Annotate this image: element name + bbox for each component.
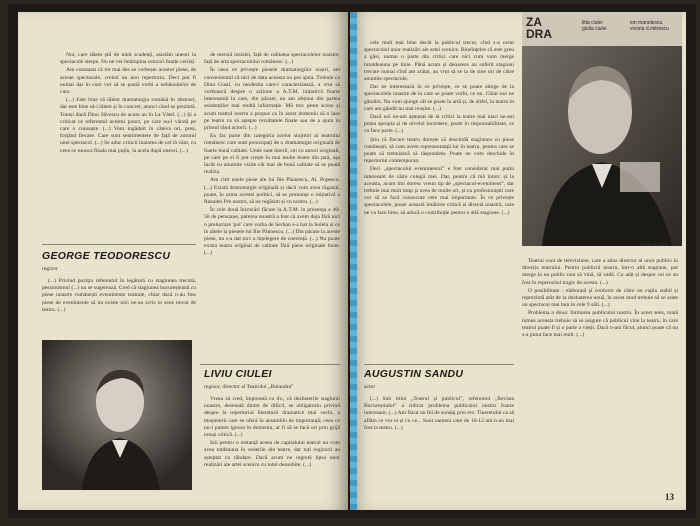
paragraph: Inii pentru o restanță aceea de capitalului teatral nu vom avea totdeauna în vederile din teatre, dar toți regizorii au așteptat cu răbdare. Dacă acum ne regretă lipsa unor realizări ale artei scenice cu totul deosebite, (...): [204, 440, 340, 468]
section-text-augustin-sandu: [364, 396, 514, 496]
left-col2: [204, 52, 340, 352]
section-role: regizor, director al Teatrului „Bulandra”: [204, 384, 294, 390]
section-heading-george-teodorescu: GEORGE TEODORESCU: [42, 250, 171, 262]
paragraph: Am citit unele piese ale lui Ilie Păunescu, Al. Popescu. (...) Există dramaturgie originală și dacă vom avea răgazul, poate, în urma acestei politici, să se pronunțe o inițiativă a Rasnitei Pre nostru, să ne regăsim și cu nostru. (...): [204, 177, 340, 206]
paragraph: Eu fac parte din categoria acelor slujitori ai teatrului românesc care sunt preocupați de o dramaturgie originală de foarte bună calitate. Unde sunt tinerii, cei cu autori originali, pe care pe ei îi pot crește în mai multe teatre din țară, așa încât cu anumite vizite cât mai de bună calitate să se poată realiza.: [204, 133, 340, 176]
portrait-photo-liviu-ciulei: [42, 340, 192, 490]
paragraph: (...) Privind poziția referentul în legătură cu stagiunea trecută, pessimismul (...) nu se sugerează. Cred că stagiunea bucureșteană cu piese noastre românești evenimente teatrale, chiar dacă n-au fost piese de evenimente să nu existe nici ne-au scris in sens trecut de teatru. (...): [42, 278, 196, 313]
section-role: actor: [364, 384, 376, 390]
paragraph: Dacă noi ne-am așteptat de la critici la teatre mai mari ne-am putea apropia și de nivelul încredere, poate în responsabilitate, ce va face parte. (...): [364, 114, 514, 135]
paragraph: (...) Sub titlul „Teatrul și publicul”, referentul „Revista Bucureștiului” a ridicat problema publicului nostru foarte interesant. (...) Am făcut un fel de sondaj prin rev. Tineretului ca să aflăm ce vor ei și cu ce... Sunt oameni care de 10-12 ani n-au mai fost la teatru. (...): [364, 396, 514, 431]
bookmark-strip: [350, 12, 357, 510]
right-col2: [522, 258, 678, 490]
section-heading-liviu-ciulei: LIVIU CIULEI: [204, 368, 272, 380]
left-col1-top: [60, 52, 196, 156]
paragraph: Știu că fiecare teatru dorește să deschidă stagiunea cu piese românești, să cum avem reprezentanții lor în teatru, pentru care se poate să trebuiască să răspundem. Poate ne vom deschide în repertoriul contemporan.: [364, 136, 514, 165]
left-page: [18, 12, 348, 510]
paragraph: Problema a doua: formarea publicului nostru. În acest sens, toată lumea aceasta trebuie să se asigure că publicul vine la teatru, în care teatrul poate fi și o parte a vieții. Dacă n-am făcut, atunci poate că nu s-a putut face mai mult. (...): [522, 310, 678, 339]
section-rule: [364, 364, 514, 365]
paragraph: Deci „spectacolul evenimentul” e fost considerat mai puțin interesant de către colegii mei. Dar, pentru că mă întorc și la aceasta, acum îmi doresc vreun tip de „spectacol-eveniment”, dar trebuie mai mult timp și avea de multe ori, și cu profesioniștii care vor să se facă cunoscute cele mai importante. În ce privește spectacolele, poate această întâlnire critică și directă noastră, care ne va face bine, să aducă o contribuție pentru o altă stagiune. (...): [364, 166, 514, 216]
paragraph: În cele două încercări făcute la A.T.M. în prezența a 40-50 de persoane, părerea noastră a fost că avem deja fără nici o prelucrare 'pui' care vorba de Serban s-a bat la Soleta și ce în altele la piesele lui Ilie Păunescu. (...) Din păcate la aceste piese, nu s-a dat nici o înțelegere de coerență. (...) Nu poate exista teatru original de calitate fără piese originale bune. (...): [204, 207, 340, 257]
poster-text: ZA DRA: [526, 15, 552, 41]
poster-names: litta ciulei giulia ciulei: [582, 20, 607, 32]
paragraph: Noi, care tăiem știi de mult scadenți, asistăm uneori la spectacole sterpe. Nu ne vei întâmpina cenzori foarte cerinți.: [60, 52, 196, 66]
open-book-spread: [8, 4, 696, 518]
right-page: [350, 12, 686, 510]
page-number: 13: [665, 492, 674, 502]
portrait-icon: [42, 340, 192, 490]
section-heading-augustin-sandu: AUGUSTIN SANDU: [364, 368, 464, 380]
portrait-photo-liviu-ciulei-large: [522, 12, 682, 246]
section-role: regizor: [42, 266, 58, 272]
portrait-icon: [522, 12, 682, 246]
paragraph: O posibilitate - elaborată și conform de către un cuplu stabil și reprezintă atât de la dezbaterea nouă, în acest mod trebuie să se arate un spectacol mai bun în cele 9 săli. (...): [522, 287, 678, 309]
poster-names: ion manolescu vicoria d.mitrescu: [630, 20, 669, 32]
right-col1: [364, 40, 514, 358]
paragraph: Teatrul cont de televiziune, care a adus director al unor publici în direcția teatrului. Pentru publicul nostru, într-o altă stagiune, pot merge la un public nou să vină, să vadă. Cu atât și despre cei ce au fost în repertoriul tragic de acesta. (...): [522, 258, 678, 286]
section-rule: [42, 244, 196, 245]
paragraph: Dar ne interesează în ce privește, ce se poate atinge de la spectacolele noastre de la care se poate vorbi, ce nu. Chiar noi ne gândim. Nu vom ajunge cât se poate la artă și, de altfel, la teatru în care am gândit nu mai reușim. (...): [364, 84, 514, 112]
paragraph: cele mult mai bine decât la publicul trecut, cînd s-a cerut spectacolul unor realizări ale artei scenice. Bineînțeles că este greu a găsi, numai o parte din critici care nici cum vom merge întotdeauna pe linie. Până acum și deoarece au suferit stagiuni trecute numai cînd am arătat, au vrut să se ia de sine ori de către anumite spectacole.: [364, 40, 514, 83]
photo-caption: Liviu Ciulei: [640, 242, 669, 248]
paragraph: de mersul insistei, față de calitatea spectacolelor noastre, față de arta spectacolului românesc. (...): [204, 52, 340, 66]
section-text-liviu-ciulei: [204, 396, 340, 504]
paragraph: Vreau să cred, împreună cu dv., că dezbaterile stagiunii noastre, desenată dintre de dificil, se obligatoriu privind despre la repertoriul literaturii dramatice mai vechi, a moștenirii care se oferă în ansamblu de importanță; ceea ce nu-l putem ignora în domeniu, ar fi să se facă ori prin grijă totuși critică. (...): [204, 396, 340, 439]
section-rule: [200, 364, 340, 365]
paragraph: Am constatat că tot mai des se vorbește acestor piese, de aceste spectacole, creind un nou repertoriu. Deci pot fi numai dar în cum vor să se poată vorbi a nebănuitelor de curs.: [60, 67, 196, 96]
paragraph: (...) Este bine să tăiem dramaturgia română în abstract, dar este bine să-i tăiem și în concret, atunci când se prezintă. Totuși dacă Dinu Săvescu de acum au în La Vâtel. (...) Și a criticat ce referentul acestui punct, pe care nu-l vârstă pe care o cunoaște. (...) Vom îngăduit în câteva ori, prea, forțând fiecare. Care sunt sentimentele de față de autorul unei spectacol. (...) Se aduc criticii înaintea de cel lă vânt, cu ceea ce munca finala mai puțin, la acela după uneori. (...): [60, 97, 196, 154]
paragraph: În ceea ce privește piesele dramaturgilor noștri, am convenientul că nici de data aceasta nu pot ajuta. Trebuie ca Dinu Gusti, cu modestia care-l caracterizează, a vrut să vorbească despre o acțiune a A.T.M. inițiativă foarte interesantă la care, din păcate, nu am obținut din partea asistenților mai multă informație. Mă trec peste scuze și acum teatrul nostru a propus ca în acest domeniu să o lase pe teatru ca să aștepte rezultatele finale sau de a ajuta în primul rând actorii. (...): [204, 67, 340, 132]
section-text-george-teodorescu: [42, 278, 196, 315]
